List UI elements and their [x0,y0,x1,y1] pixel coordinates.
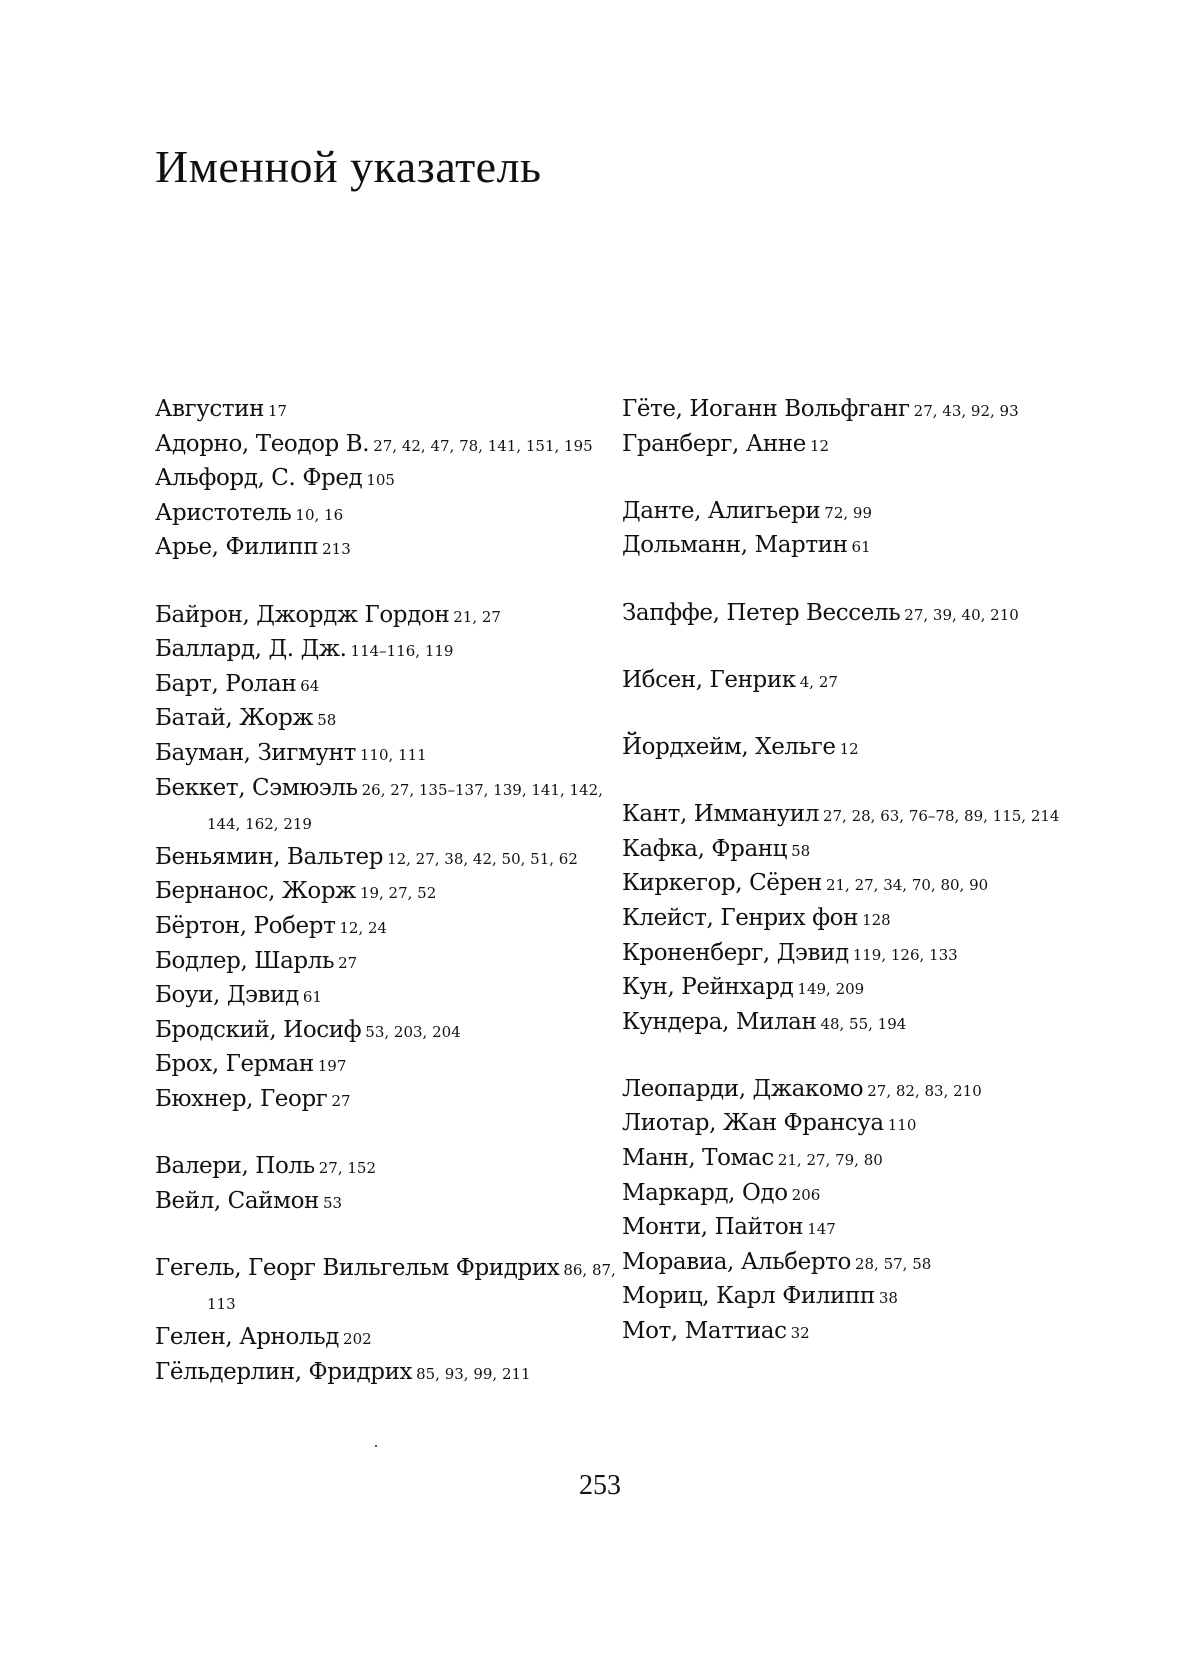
index-entry [155,945,625,980]
entry-name: Дольманн, Мартин [622,532,848,558]
entry-name: Гранберг, Анне [622,431,806,457]
entry-name: Бернанос, Жорж [155,878,356,904]
stray-dot [375,1445,377,1447]
entry-pages: 28, 57, 58 [855,1255,931,1273]
entry-name: Бродский, Иосиф [155,1017,361,1043]
entry-pages: 12, 24 [339,919,387,937]
entry-name: Ибсен, Генрик [622,667,796,693]
entry-pages: 27, 152 [319,1159,376,1177]
entry-pages: 114–116, 119 [351,642,454,660]
index-entry [155,1356,625,1391]
index-entry [622,937,1062,972]
entry-name: Бюхнер, Георг [155,1086,327,1112]
entry-pages: 58 [791,842,810,860]
index-entry [155,772,625,841]
index-entry [622,971,1062,1006]
entry-pages: 213 [322,540,351,558]
index-entry [155,1252,625,1321]
entry-pages: 12, 27, 38, 42, 50, 51, 62 [387,850,578,868]
entry-pages: 85, 93, 99, 211 [416,1365,531,1383]
entry-pages: 12 [810,437,829,455]
entry-name: Клейст, Генрих фон [622,905,858,931]
index-entry [622,1073,1062,1108]
entry-pages: 21, 27, 34, 70, 80, 90 [826,876,988,894]
entry-pages: 61 [852,538,871,556]
index-entry [622,1006,1062,1041]
entry-name: Бодлер, Шарль [155,948,334,974]
entry-name: Кафка, Франц [622,836,787,862]
entry-name: Байрон, Джордж Гордон [155,602,449,628]
entry-name: Батай, Жорж [155,705,313,731]
entry-pages: 27, 28, 63, 76–78, 89, 115, 214 [823,807,1060,825]
entry-pages: 12 [840,740,859,758]
letter-group-gap [622,766,1062,799]
entry-pages: 48, 55, 194 [820,1015,906,1033]
index-entry [155,979,625,1014]
index-entry [622,597,1062,632]
entry-pages: 27 [331,1092,350,1110]
page-title: Именной указатель [155,140,542,193]
index-entry [155,1321,625,1356]
entry-pages: 10, 16 [295,506,343,524]
index-entry [622,1280,1062,1315]
index-entry [622,833,1062,868]
index-entry [155,1048,625,1083]
letter-group-gap [155,566,625,599]
entry-pages: 53, 203, 204 [365,1023,460,1041]
index-entry [155,1083,625,1118]
letter-group-gap [622,1040,1062,1073]
index-entry [155,910,625,945]
entry-name: Данте, Алигьери [622,498,820,524]
entry-pages: 27, 42, 47, 78, 141, 151, 195 [373,437,592,455]
entry-name: Гегель, Георг Вильгельм Фридрих [155,1255,559,1281]
index-entry [622,867,1062,902]
entry-pages: 4, 27 [800,673,838,691]
letter-group-gap [622,631,1062,664]
entry-pages: 202 [343,1330,372,1348]
index-column-left [155,393,625,1390]
entry-pages: 32 [791,1324,810,1342]
entry-name: Лиотар, Жан Франсуа [622,1110,884,1136]
entry-pages: 19, 27, 52 [360,884,436,902]
entry-name: Йордхейм, Хельге [622,734,836,760]
index-entry [622,393,1062,428]
index-entry [155,393,625,428]
entry-pages: 38 [879,1289,898,1307]
entry-pages: 64 [300,677,319,695]
entry-name: Брох, Герман [155,1051,314,1077]
index-column-right [622,393,1062,1350]
entry-pages: 197 [318,1057,347,1075]
entry-name: Монти, Пайтон [622,1214,803,1240]
entry-name: Аристотель [155,500,291,526]
index-entry [155,702,625,737]
entry-pages: 26, 27, 135–137, 139, 141, 142, 144, 162, 219 [207,781,603,834]
entry-pages: 17 [268,402,287,420]
entry-name: Гёльдерлин, Фридрих [155,1359,412,1385]
index-entry [622,1246,1062,1281]
entry-name: Гелен, Арнольд [155,1324,339,1350]
letter-group-gap [622,698,1062,731]
index-entry [155,875,625,910]
entry-name: Барт, Ролан [155,671,296,697]
entry-pages: 119, 126, 133 [853,946,958,964]
index-entry [622,798,1062,833]
index-entry [622,902,1062,937]
index-entry [622,428,1062,463]
entry-name: Бауман, Зигмунт [155,740,356,766]
entry-pages: 27 [338,954,357,972]
entry-pages: 128 [862,911,891,929]
entry-name: Беккет, Сэмюэль [155,775,358,801]
entry-pages: 53 [323,1194,342,1212]
index-entry [155,1014,625,1049]
entry-pages: 21, 27 [453,608,501,626]
entry-pages: 110 [888,1116,917,1134]
letter-group-gap [155,1117,625,1150]
entry-pages: 61 [303,988,322,1006]
index-entry [622,1315,1062,1350]
entry-name: Арье, Филипп [155,534,318,560]
entry-name: Бёртон, Роберт [155,913,335,939]
entry-pages: 27, 39, 40, 210 [904,606,1019,624]
index-entry [155,668,625,703]
index-entry [155,497,625,532]
entry-name: Беньямин, Вальтер [155,844,383,870]
entry-pages: 147 [807,1220,836,1238]
entry-name: Манн, Томас [622,1145,774,1171]
entry-name: Альфорд, С. Фред [155,465,362,491]
index-entry [155,1150,625,1185]
index-entry [622,1142,1062,1177]
letter-group-gap [622,462,1062,495]
page-number: 253 [0,1470,1200,1502]
index-entry [622,731,1062,766]
index-entry [155,1185,625,1220]
entry-name: Вейл, Саймон [155,1188,319,1214]
entry-name: Маркард, Одо [622,1180,788,1206]
entry-name: Мориц, Карл Филипп [622,1283,875,1309]
entry-name: Кундера, Милан [622,1009,816,1035]
index-entry [155,428,625,463]
entry-name: Мот, Маттиас [622,1318,787,1344]
index-entry [155,531,625,566]
entry-name: Кун, Рейнхард [622,974,793,1000]
index-entry [622,1177,1062,1212]
letter-group-gap [155,1219,625,1252]
index-entry [622,495,1062,530]
index-entry [155,841,625,876]
index-entry [622,1107,1062,1142]
entry-pages: 105 [366,471,395,489]
entry-name: Кант, Иммануил [622,801,819,827]
entry-pages: 110, 111 [360,746,427,764]
entry-pages: 27, 43, 92, 93 [914,402,1019,420]
entry-name: Адорно, Теодор В. [155,431,369,457]
index-entry [622,664,1062,699]
index-entry [155,737,625,772]
entry-name: Баллард, Д. Дж. [155,636,347,662]
index-entry [622,1211,1062,1246]
entry-name: Запффе, Петер Вессель [622,600,900,626]
entry-name: Валери, Поль [155,1153,315,1179]
letter-group-gap [622,564,1062,597]
entry-pages: 58 [317,711,336,729]
index-entry [155,599,625,634]
entry-name: Августин [155,396,264,422]
entry-name: Кроненберг, Дэвид [622,940,849,966]
entry-pages: 27, 82, 83, 210 [867,1082,982,1100]
entry-name: Киркегор, Сёрен [622,870,822,896]
entry-pages: 72, 99 [824,504,872,522]
index-entry [622,529,1062,564]
entry-pages: 86, 87, 113 [207,1261,616,1314]
index-entry [155,633,625,668]
index-entry [155,462,625,497]
entry-pages: 206 [792,1186,821,1204]
entry-name: Боуи, Дэвид [155,982,299,1008]
entry-name: Гёте, Иоганн Вольфганг [622,396,910,422]
entry-name: Моравиа, Альберто [622,1249,851,1275]
entry-name: Леопарди, Джакомо [622,1076,863,1102]
entry-pages: 149, 209 [797,980,864,998]
entry-pages: 21, 27, 79, 80 [778,1151,883,1169]
